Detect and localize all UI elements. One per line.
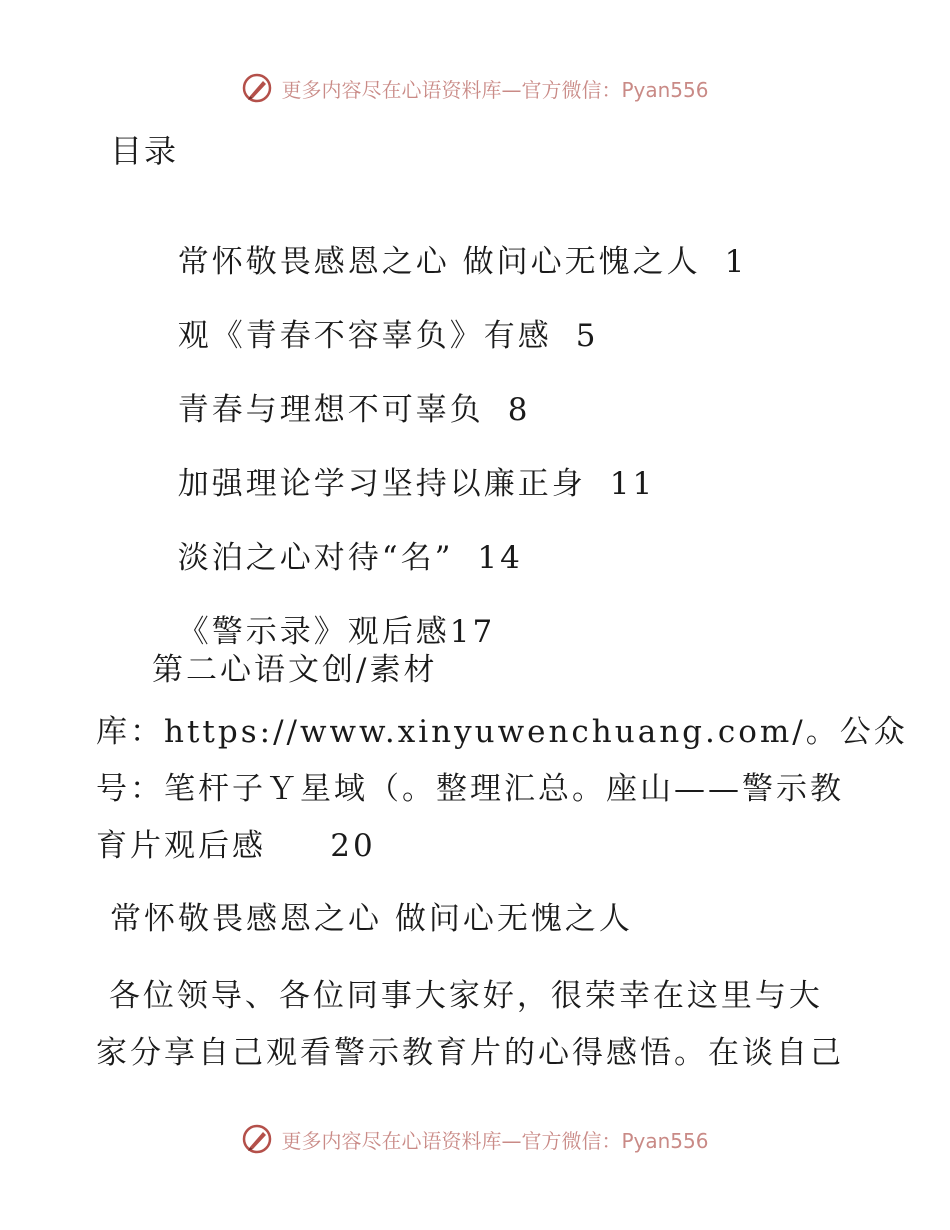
toc-item-label: 淡泊之心对待“名” xyxy=(177,540,454,576)
toc-item-page: 14 xyxy=(477,540,523,576)
toc-item-multiline-line[interactable]: 第二心语文创/素材 xyxy=(152,652,438,688)
toc-item[interactable] xyxy=(152,570,495,651)
watermark-text: 更多内容尽在心语资料库—官方微信：Pyan556 xyxy=(281,77,709,102)
toc-item-page: 11 xyxy=(609,466,656,502)
quill-logo-icon xyxy=(241,1123,273,1155)
toc-item-multiline-line[interactable]: 库：https://www.xinyuwenchuang.com/。公众 xyxy=(96,714,908,750)
toc-title: 目录 xyxy=(110,132,179,170)
toc-item[interactable] xyxy=(152,496,523,577)
toc-item-label: 加强理论学习坚持以廉正身 xyxy=(177,466,586,502)
footer-watermark xyxy=(0,1123,950,1155)
article-heading: 常怀敬畏感恩之心 做问心无愧之人 xyxy=(110,901,633,937)
toc-item-label: 观《青春不容辜负》有感 xyxy=(177,318,552,354)
toc-item-multiline-line[interactable]: 号：笔杆子Ｙ星域（。整理汇总。座山——警示教 xyxy=(96,771,844,807)
toc-item-page: 8 xyxy=(507,392,531,428)
toc-item-label: 《警示录》观后感 xyxy=(177,614,450,650)
paragraph-line: 家分享自己观看警示教育片的心得感悟。在谈自己 xyxy=(96,1035,844,1071)
watermark-text: 更多内容尽在心语资料库—官方微信：Pyan556 xyxy=(281,1128,709,1153)
quill-logo-icon xyxy=(241,72,273,104)
paragraph-line: 各位领导、各位同事大家好，很荣幸在这里与大 xyxy=(96,978,823,1014)
toc-item[interactable] xyxy=(152,274,598,355)
toc-item-page: 5 xyxy=(575,318,599,354)
toc-item[interactable] xyxy=(152,348,530,429)
toc-item-label: 青春与理想不可辜负 xyxy=(177,392,484,428)
toc-item-multiline-line[interactable]: 育片观后感 20 xyxy=(96,828,376,864)
toc-item-label: 常怀敬畏感恩之心 做问心无愧之人 xyxy=(177,244,701,280)
toc-item[interactable] xyxy=(152,422,655,503)
header-watermark xyxy=(0,72,950,104)
toc-item[interactable] xyxy=(152,200,747,281)
toc-item-page: 17 xyxy=(449,614,496,650)
toc-item-page: 1 xyxy=(724,244,748,280)
